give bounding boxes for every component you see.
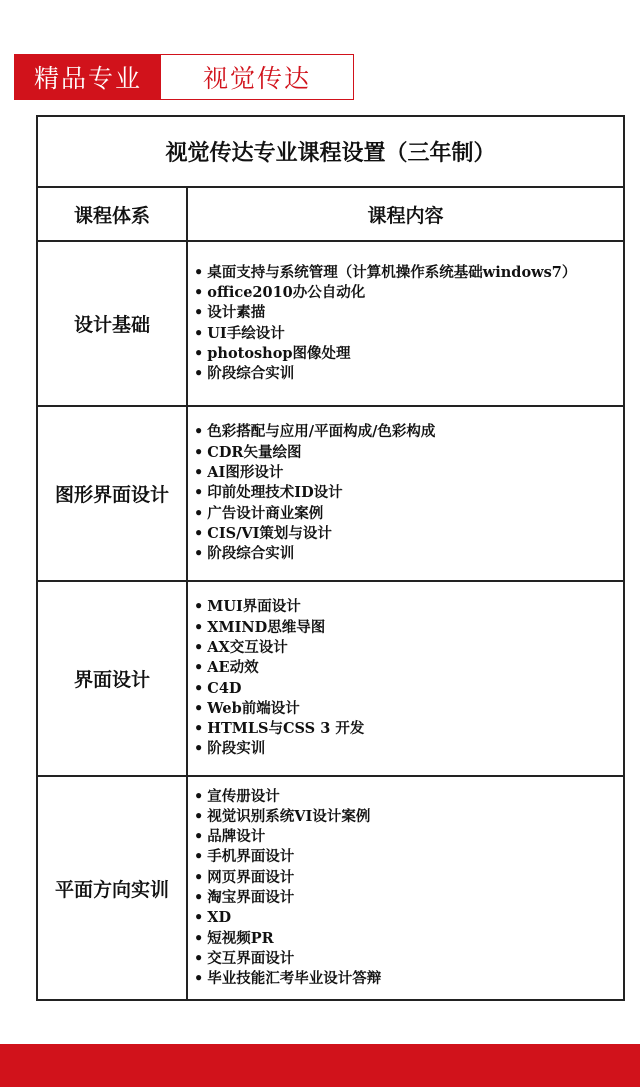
list-item: • MUI界面设计 (194, 597, 623, 617)
tag-label-right: 视觉传达 (161, 55, 353, 99)
list-item: • 广告设计商业案例 (194, 504, 623, 524)
list-item: • 设计素描 (194, 303, 623, 323)
list-item: • 毕业技能汇考毕业设计答辩 (194, 969, 623, 989)
list-item: • 宣传册设计 (194, 787, 623, 807)
row-category: 图形界面设计 (38, 407, 188, 580)
table-title: 视觉传达专业课程设置（三年制） (38, 117, 623, 188)
list-item: • Web前端设计 (194, 699, 623, 719)
list-item: • 阶段综合实训 (194, 364, 623, 384)
header-course-system: 课程体系 (38, 188, 188, 240)
list-item: • HTMLS与CSS 3 开发 (194, 719, 623, 739)
footer-bar (0, 1044, 640, 1087)
list-item: • 淘宝界面设计 (194, 888, 623, 908)
list-item: • 交互界面设计 (194, 949, 623, 969)
row-items (188, 582, 623, 775)
row-category: 界面设计 (38, 582, 188, 775)
list-item: • 视觉识别系统VI设计案例 (194, 807, 623, 827)
row-items (188, 777, 623, 999)
list-item: • office2010办公自动化 (194, 283, 623, 303)
list-item: • 印前处理技术ID设计 (194, 483, 623, 503)
row-items (188, 407, 623, 580)
list-item: • 品牌设计 (194, 827, 623, 847)
row-items (188, 242, 623, 405)
list-item: • 阶段综合实训 (194, 544, 623, 564)
list-item: • 短视频PR (194, 929, 623, 949)
tag-label-left: 精品专业 (15, 55, 161, 99)
list-item: • 桌面支持与系统管理（计算机操作系统基础windows7） (194, 263, 623, 283)
list-item: • XMIND思维导图 (194, 618, 623, 638)
list-item: • XD (194, 908, 623, 928)
table-row (38, 582, 623, 777)
list-item: • 阶段实训 (194, 739, 623, 759)
list-item: • UI手绘设计 (194, 324, 623, 344)
list-item: • CIS/VI策划与设计 (194, 524, 623, 544)
list-item: • AX交互设计 (194, 638, 623, 658)
table-header-row (38, 188, 623, 242)
course-table (36, 115, 625, 1001)
table-row (38, 407, 623, 582)
list-item: • C4D (194, 679, 623, 699)
table-row (38, 242, 623, 407)
list-item: • 手机界面设计 (194, 847, 623, 867)
section-tag (14, 54, 354, 100)
list-item: • 色彩搭配与应用/平面构成/色彩构成 (194, 422, 623, 442)
row-category: 平面方向实训 (38, 777, 188, 999)
row-category: 设计基础 (38, 242, 188, 405)
table-row (38, 777, 623, 999)
list-item: • AE动效 (194, 658, 623, 678)
list-item: • AI图形设计 (194, 463, 623, 483)
list-item: • 网页界面设计 (194, 868, 623, 888)
list-item: • photoshop图像处理 (194, 344, 623, 364)
header-course-content: 课程内容 (367, 204, 444, 227)
list-item: • CDR矢量绘图 (194, 443, 623, 463)
